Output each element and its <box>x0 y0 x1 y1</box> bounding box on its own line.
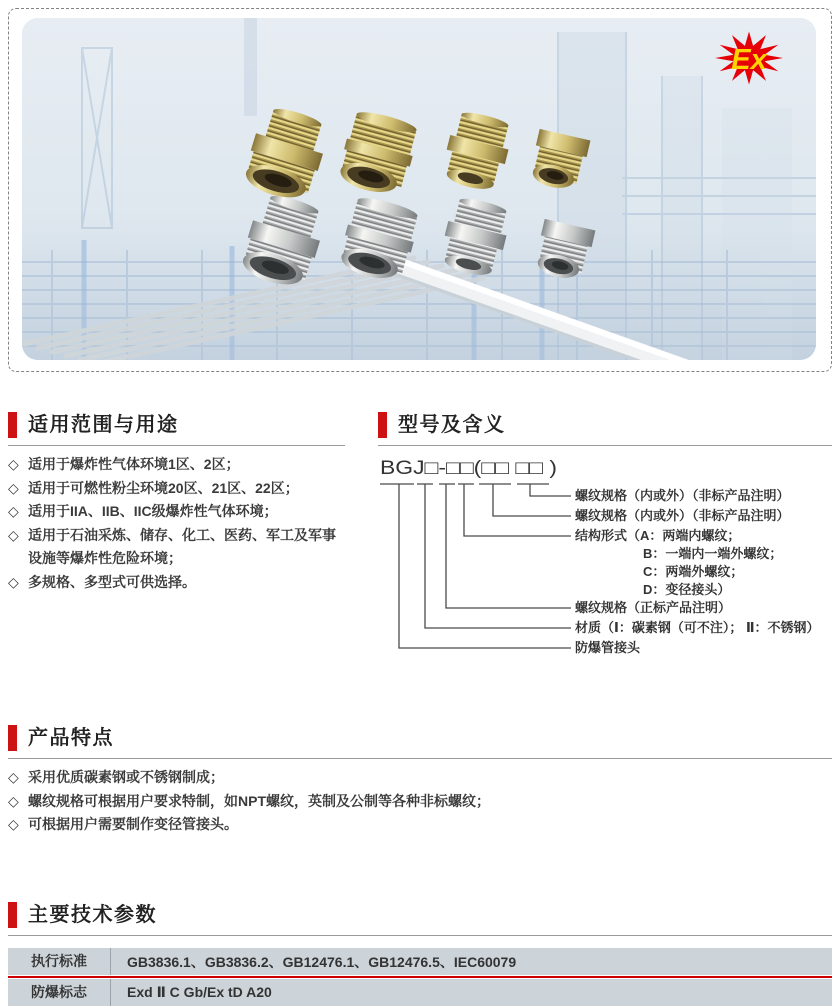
diamond-bullet-icon: ◇ <box>8 526 19 543</box>
model-label: C：两端外螺纹； <box>643 564 744 579</box>
list-item-text: 适用于石油采炼、储存、化工、医药、军工及军事 <box>28 526 336 543</box>
model-label: 螺纹规格（内或外）（非标产品注明） <box>575 508 790 523</box>
model-code: BGJ□-□□(□□ □□ ) <box>380 458 557 479</box>
list-item-continuation <box>8 547 368 571</box>
row-value: Exd Ⅱ C Gb/Ex tD A20 <box>127 984 272 1000</box>
photo-dashed-frame <box>8 8 832 372</box>
section-title: 产品特点 <box>28 727 114 749</box>
list-item-text: 螺纹规格可根据用户要求特制，如NPT螺纹，英制及公制等各种非标螺纹； <box>28 792 490 809</box>
red-bar-icon <box>8 902 17 928</box>
list-item-text: 可根据用户需要制作变径管接头。 <box>28 816 238 832</box>
section-header-features <box>8 725 832 759</box>
diamond-bullet-icon: ◇ <box>8 503 19 519</box>
model-label: D：变径接头） <box>643 582 731 597</box>
model-label: 螺纹规格（正标产品注明） <box>575 600 732 615</box>
list-item <box>8 571 368 595</box>
section-header-usage <box>8 412 345 446</box>
list-item-text: 设施等爆炸性危险环境； <box>28 550 182 566</box>
list-item <box>8 477 368 501</box>
red-bar-icon <box>378 412 387 438</box>
row-label: 执行标准 <box>8 948 111 975</box>
model-label: 防爆管接头 <box>575 640 641 655</box>
model-label: B：一端内一端外螺纹； <box>643 546 783 561</box>
red-bar-icon <box>8 725 17 751</box>
diamond-bullet-icon: ◇ <box>8 769 19 785</box>
list-item-text: 适用于爆炸性气体环境1区、2区； <box>28 456 240 472</box>
list-item-text: 采用优质碳素钢或不锈钢制成； <box>28 769 224 785</box>
product-photo <box>22 18 816 360</box>
model-label: 材质（Ⅰ：碳素钢（可不注）； Ⅱ：不锈钢） <box>575 620 820 635</box>
features-list <box>8 766 828 837</box>
section-title: 主要技术参数 <box>28 904 157 926</box>
section-title: 型号及含义 <box>398 414 506 436</box>
model-code-diagram <box>378 450 840 668</box>
section-header-params <box>8 902 832 936</box>
model-label: 螺纹规格（内或外）（非标产品注明） <box>575 488 790 503</box>
section-header-model <box>378 412 832 446</box>
usage-list <box>8 453 368 594</box>
red-bar-icon <box>8 412 17 438</box>
model-label: 结构形式（A：两端内螺纹； <box>575 528 741 543</box>
ex-logo-text: Ex <box>731 44 767 76</box>
row-value: GB3836.1、GB3836.2、GB12476.1、GB12476.5、IEC60079 <box>127 953 517 970</box>
table-row <box>8 948 832 975</box>
list-item <box>8 500 368 524</box>
row-label: 防爆标志 <box>8 979 111 1006</box>
section-title: 适用范围与用途 <box>28 414 179 436</box>
list-item <box>8 524 368 548</box>
diamond-bullet-icon: ◇ <box>8 573 19 590</box>
params-table <box>8 948 832 1006</box>
list-item-text: 适用于可燃性粉尘环境20区、21区、22区； <box>28 479 299 496</box>
diamond-bullet-icon: ◇ <box>8 816 19 832</box>
list-item <box>8 766 828 790</box>
table-row <box>8 979 832 1006</box>
list-item-text: 多规格、多型式可供选择。 <box>28 573 196 590</box>
list-item <box>8 790 828 814</box>
list-item <box>8 453 368 477</box>
connector-lines <box>399 484 571 648</box>
diamond-bullet-icon: ◇ <box>8 479 19 496</box>
diamond-bullet-icon: ◇ <box>8 456 19 472</box>
list-item-text: 适用于IIA、IIB、IIC级爆炸性气体环境； <box>28 503 278 519</box>
diamond-bullet-icon: ◇ <box>8 792 19 809</box>
plant-scene <box>22 18 816 360</box>
list-item <box>8 813 828 837</box>
